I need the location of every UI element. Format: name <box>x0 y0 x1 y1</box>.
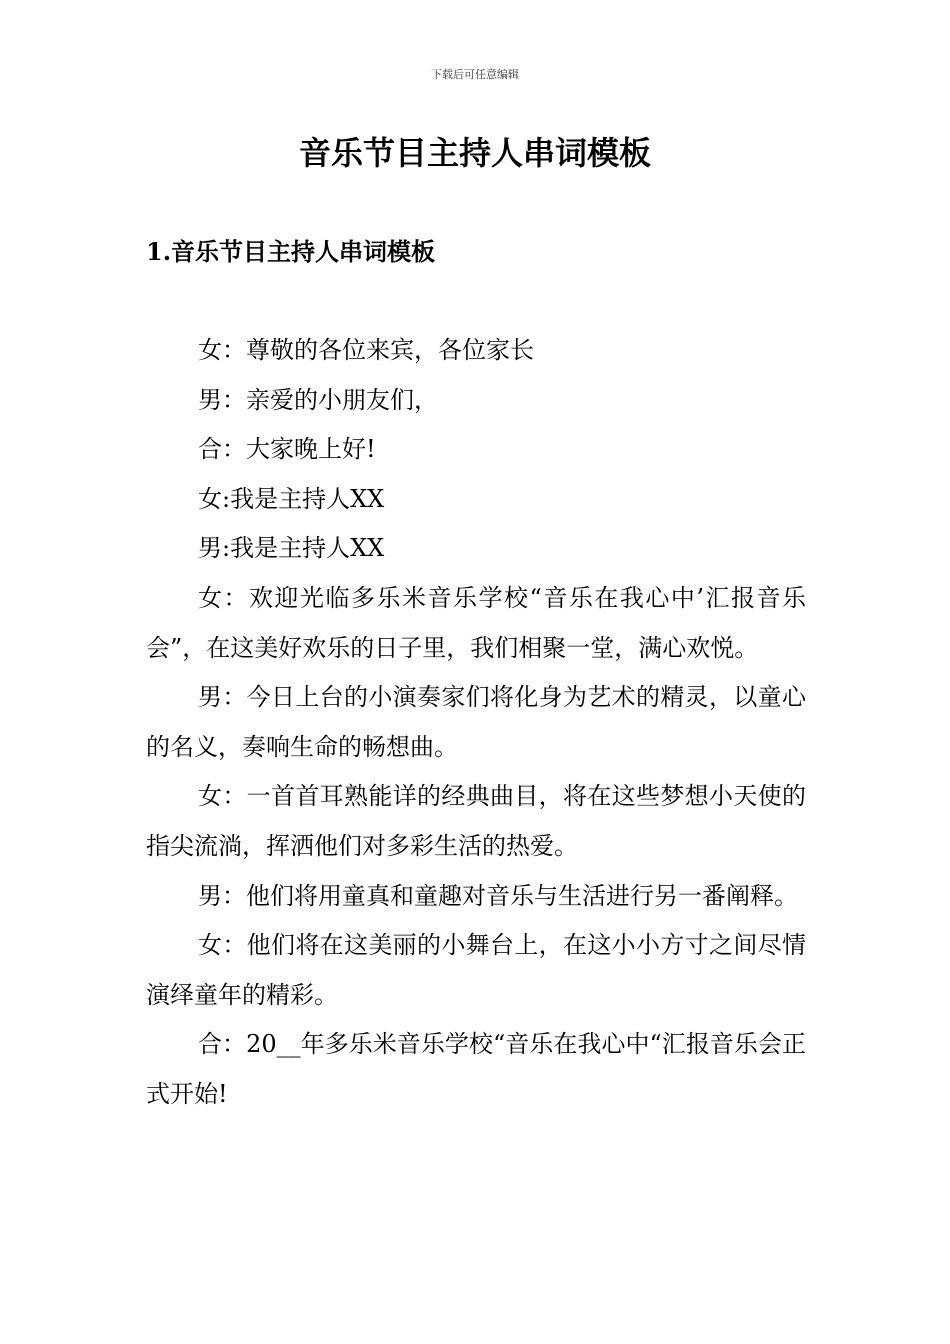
section-heading: 1.音乐节目主持人串词模板 <box>146 237 436 266</box>
script-line: 男：亲爱的小朋友们， <box>198 385 438 414</box>
script-line: 合：大家晚上好! <box>198 435 376 464</box>
script-line: 女：尊敬的各位来宾，各位家长 <box>198 336 534 364</box>
document-title: 音乐节目主持人串词模板 <box>298 134 651 172</box>
script-line: 女：欢迎光临多乐米音乐学校“音乐在我心中’汇报音乐会”，在这美好欢乐的日子里，我们相聚一堂，满心欢悦。 <box>146 583 806 662</box>
script-line: 女:我是主持人XX <box>198 484 385 513</box>
script-line: 女：他们将在这美丽的小舞台上，在这小小方寸之间尽情演绎童年的精彩。 <box>146 931 806 1009</box>
script-line: 女：一首首耳熟能详的经典曲目，将在这些梦想小天使的指尖流淌，挥洒他们对多彩生活的热爱。 <box>146 782 806 860</box>
script-line: 男:我是主持人XX <box>198 534 385 563</box>
script-line: 男：今日上台的小演奏家们将化身为艺术的精灵，以童心的名义，奏响生命的畅想曲。 <box>146 683 806 761</box>
script-line: 男：他们将用童真和童趣对音乐与生活进行另一番阐释。 <box>198 881 798 910</box>
script-body <box>146 326 806 1120</box>
header-note: 下载后可任意编辑 <box>431 68 519 81</box>
script-line: 合：20__年多乐米音乐学校“音乐在我心中“汇报音乐会正式开始! <box>146 1030 806 1108</box>
